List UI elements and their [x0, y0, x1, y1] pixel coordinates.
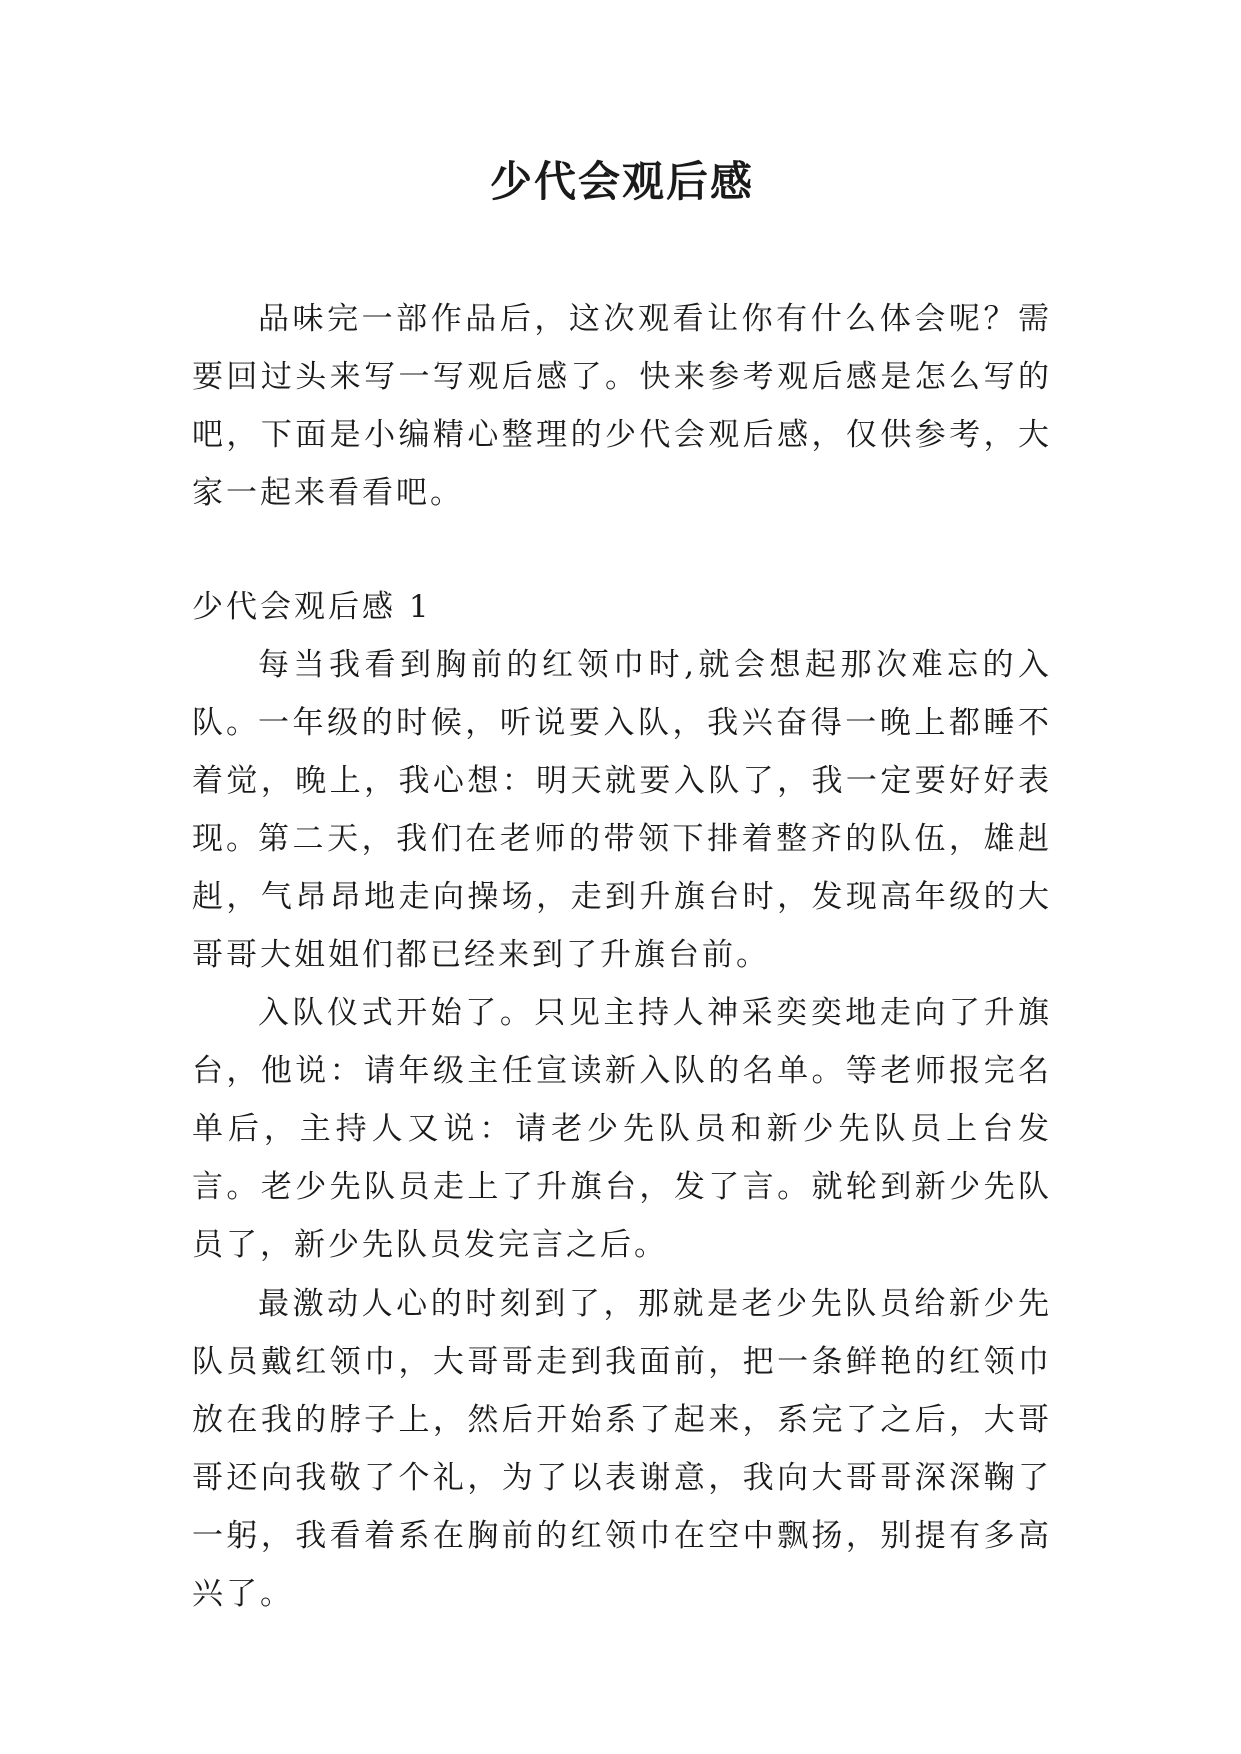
body-paragraph: 最激动人心的时刻到了，那就是老少先队员给新少先队员戴红领巾，大哥哥走到我面前，把一条鲜艳的红领巾放在我的脖子上，然后开始系了起来，系完了之后，大哥哥还向我敬了个礼，为了以表谢意，我向大哥哥深深鞠了一躬，我看着系在胸前的红领巾在空中飘扬，别提有多高兴了。	[192, 1286, 1052, 1612]
body-paragraph: 一年级的时候，听说要入队，我兴奋得一晚上都睡不着觉，晚上，我心想：明天就要入队了，我一定要好好表现。	[192, 705, 1052, 857]
section-heading: 少代会观后感 1	[192, 589, 432, 625]
body-paragraph: 每当我看到胸前的红领巾时,就会想起那次难忘的入队。	[192, 647, 1052, 741]
page-title: 少代会观后感	[489, 157, 754, 206]
body-paragraph: 第二天，我们在老师的带领下排着整齐的队伍，雄赳赳，气昂昂地走向操场，走到升旗台时，发现高年级的大哥哥大姐姐们都已经来到了升旗台前。	[192, 821, 1052, 973]
body-paragraph: 入队仪式开始了。只见主持人神采奕奕地走向了升旗台，他说：请年级主任宣读新入队的名单。等老师报完名单后，主持人又说：请老少先队员和新少先队员上台发言。老少先队员走上了升旗台，发了言。就轮到新少先队员了，新少先队员发完言之后。	[192, 995, 1052, 1263]
intro-paragraph: 品味完一部作品后，这次观看让你有什么体会呢？需要回过头来写一写观后感了。快来参考观后感是怎么写的吧，下面是小编精心整理的少代会观后感，仅供参考，大家一起来看看吧。	[192, 301, 1052, 511]
